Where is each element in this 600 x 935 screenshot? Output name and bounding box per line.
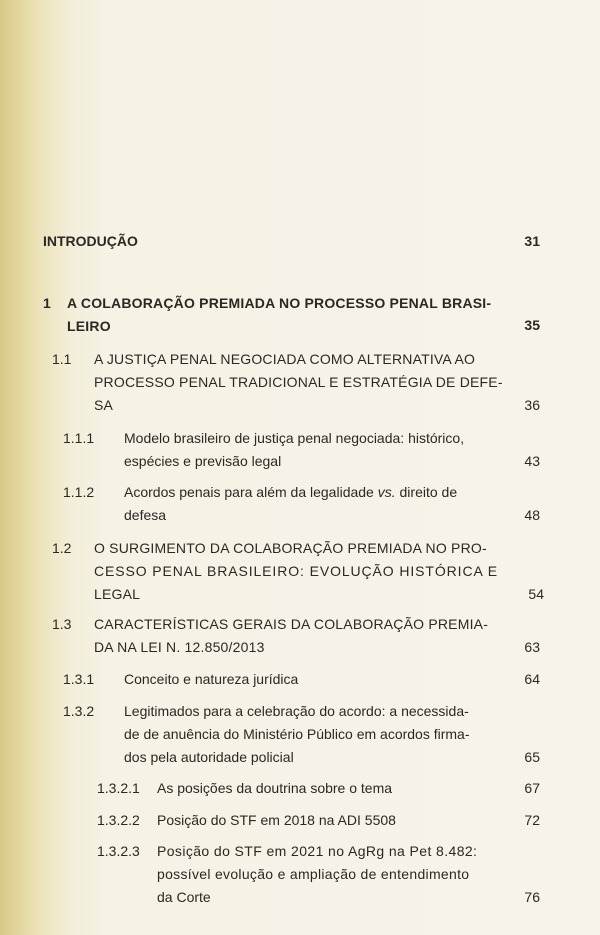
toc-entry-1-3-2-1-title: As posições da doutrina sobre o tema xyxy=(157,780,393,796)
toc-entry-1-3-page: 63 xyxy=(524,639,540,655)
toc-entry-1-1-2-line2: defesa xyxy=(124,507,167,523)
toc-entry-1-3-line2: DA NA LEI N. 12.850/2013 xyxy=(94,639,265,655)
toc-entry-1-1-1-title xyxy=(124,427,514,473)
toc-entry-1-1-2-page: 48 xyxy=(524,507,540,523)
toc-entry-1-3-number: 1.3 xyxy=(52,616,72,632)
toc-entry-ch1-line1: A COLABORAÇÃO PREMIADA NO PROCESSO PENAL BRASI- xyxy=(67,295,492,311)
toc-entry-1-1-page: 36 xyxy=(524,397,540,413)
toc-entry-1-1-number: 1.1 xyxy=(52,351,72,367)
toc-entry-1-1-2-line1 xyxy=(124,481,514,504)
toc-entry-1-3-2-title xyxy=(124,700,516,769)
toc-entry-1-3-2-3-line1: Posição do STF em 2021 no AgRg na Pet 8.482: xyxy=(157,843,478,859)
toc-entry-1-1-line2: PROCESSO PENAL TRADICIONAL E ESTRATÉGIA DE DEFE- xyxy=(94,374,503,390)
toc-entry-1-3-2-page: 65 xyxy=(524,749,540,765)
toc-entry-1-3-2-line1: Legitimados para a celebração do acordo: a necessida- xyxy=(124,703,469,719)
toc-entry-ch1-page: 35 xyxy=(524,317,540,333)
toc-entry-1-1-1-number: 1.1.1 xyxy=(63,430,95,446)
toc-entry-1-2-line3: LEGAL xyxy=(94,586,141,602)
toc-entry-1-3-1-page: 64 xyxy=(524,671,540,687)
toc-entry-1-2-line2: CESSO PENAL BRASILEIRO: EVOLUÇÃO HISTÓRICA E xyxy=(94,563,498,579)
toc-entry-ch1-line2: LEIRO xyxy=(67,318,111,334)
toc-entry-1-1-line1: A JUSTIÇA PENAL NEGOCIADA COMO ALTERNATIVA AO xyxy=(94,351,476,367)
toc-entry-1-3-2-line3: dos pela autoridade policial xyxy=(124,749,294,765)
toc-entry-1-3-2-3-line2: possível evolução e ampliação de entendimento xyxy=(157,866,470,882)
toc-entry-1-3-title xyxy=(94,613,514,659)
toc-entry-1-1-1-line1: Modelo brasileiro de justiça penal negociada: histórico, xyxy=(124,430,465,446)
toc-entry-intro-page: 31 xyxy=(524,233,540,249)
toc-entry-1-3-2-2-number: 1.3.2.2 xyxy=(97,812,140,828)
toc-entry-1-3-1-number: 1.3.1 xyxy=(63,671,95,687)
toc-entry-1-3-line1: CARACTERÍSTICAS GERAIS DA COLABORAÇÃO PREMIA- xyxy=(94,616,489,632)
toc-entry-1-3-2-3-page: 76 xyxy=(524,889,540,905)
toc-entry-1-3-2-line2: de de anuência do Ministério Público em acordos firma- xyxy=(124,726,470,742)
toc-entry-1-2-line1: O SURGIMENTO DA COLABORAÇÃO PREMIADA NO PRO- xyxy=(94,540,487,556)
toc-entry-1-1-2-title xyxy=(124,481,514,527)
toc-entry-ch1-number: 1 xyxy=(43,295,51,311)
toc-entry-1-2-title xyxy=(94,537,514,606)
toc-entry-1-1-line3: SA xyxy=(94,397,114,413)
toc-entry-1-3-2-3-line3: da Corte xyxy=(157,889,211,905)
toc-entry-1-1-1-page: 43 xyxy=(524,453,540,469)
toc-entry-1-1-1-line2: espécies e previsão legal xyxy=(124,453,282,469)
toc-entry-1-1-2-number: 1.1.2 xyxy=(63,484,95,500)
toc-entry-1-1-2-line1-part-c: direito de xyxy=(395,484,458,500)
toc-entry-1-3-2-1-page: 67 xyxy=(524,780,540,796)
toc-entry-1-1-title xyxy=(94,348,514,417)
toc-entry-1-3-2-3-number: 1.3.2.3 xyxy=(97,843,140,859)
toc-entry-1-3-2-2-title: Posição do STF em 2018 na ADI 5508 xyxy=(157,812,396,828)
toc-entry-1-3-1-title: Conceito e natureza jurídica xyxy=(124,671,299,687)
toc-entry-1-2-number: 1.2 xyxy=(52,540,72,556)
toc-entry-1-3-2-2-page: 72 xyxy=(524,812,540,828)
toc-entry-1-3-2-1-number: 1.3.2.1 xyxy=(97,780,140,796)
toc-entry-ch1-title xyxy=(67,292,507,338)
toc-entry-intro-title: INTRODUÇÃO xyxy=(43,233,138,249)
toc-entry-1-1-2-line1-vs: vs. xyxy=(377,484,396,500)
toc-entry-1-3-2-number: 1.3.2 xyxy=(63,703,95,719)
toc-entry-1-1-2-line1-part-a: Acordos penais para além da legalidade xyxy=(124,484,378,500)
toc-entry-1-3-2-3-title xyxy=(157,840,512,909)
toc-entry-1-2-page: 54 xyxy=(528,586,544,602)
